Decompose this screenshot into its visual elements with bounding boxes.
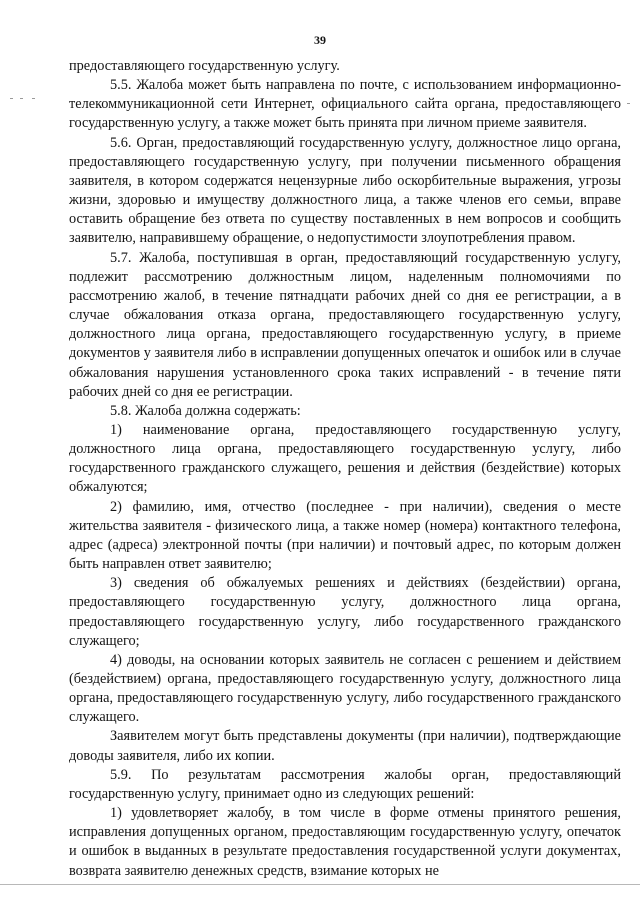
paragraph-5-8: 5.8. Жалоба должна содержать: — [110, 402, 301, 419]
paragraph-5-7: 5.7. Жалоба, поступившая в орган, предоставляющий государственную услугу, подлежит рассмотрению должностным лицом, наделенным полномочиями по рассмотрению жалоб, в течение пятнадцати рабочих дней со дня ее регистрации, а в случае обжалования отказа органа, предоставляющего государственную услугу, должностного лица органа, предоставляющего государственную услугу, в приеме документов у заявителя либо в исправлении допущенных опечаток и ошибок или в случае обжалования нарушения установленного срока таких исправлений - в течение пяти рабочих дней со дня ее регистрации. — [69, 249, 621, 400]
paragraph-supporting-documents: Заявителем могут быть представлены документы (при наличии), подтверждающие доводы заявителя, либо их копии. — [69, 728, 621, 764]
page-number: 39 — [314, 33, 326, 47]
paragraph-continuation: предоставляющего государственную услугу. — [69, 58, 340, 74]
list-item-5-8-2: 2) фамилию, имя, отчество (последнее - при наличии), сведения о месте жительства заявителя - физического лица, а также номер (номера) контактного телефона, адрес (адреса) электронной почты (при наличии) и почтовый адрес, по которым должен быть направлен ответ заявителю; — [69, 498, 621, 573]
list-item-5-8-3: 3) сведения об обжалуемых решениях и действиях (бездействии) органа, предоставляющего государственную услугу, должностного лица органа, предоставляющего государственную услугу, либо государственного гражданского служащего; — [69, 575, 621, 649]
scan-speck — [627, 103, 630, 104]
list-item-5-8-4: 4) доводы, на основании которых заявитель не согласен с решением и действием (бездействием) органа, предоставляющего государственную услугу, должностного лица органа, предоставляющего государственную услугу, либо государственного гражданского служащего. — [69, 651, 621, 726]
paragraph-5-9: 5.9. По результатам рассмотрения жалобы орган, предоставляющий государственную услугу, принимает одно из следующих решений: — [69, 766, 621, 802]
document-body — [69, 57, 621, 881]
scan-speck — [20, 98, 23, 99]
scan-bottom-edge — [0, 884, 640, 885]
scan-speck — [32, 98, 35, 99]
paragraph-5-5: 5.5. Жалоба может быть направлена по почте, с использованием информационно-телекоммуникационной сети Интернет, официального сайта органа, предоставляющего государственную услугу, а также может быть принята при личном приеме заявителя. — [69, 77, 621, 132]
list-item-5-9-1: 1) удовлетворяет жалобу, в том числе в форме отмены принятого решения, исправления допущенных органом, предоставляющим государственную услугу, опечаток и ошибок в выданных в результате предоставления государственной услуги документах, возврата заявителю денежных средств, взимание которых не — [69, 805, 621, 879]
paragraph-5-6: 5.6. Орган, предоставляющий государственную услугу, должностное лицо органа, предоставляющего государственную услугу, при получении письменного обращения заявителя, в котором содержатся нецензурные либо оскорбительные выражения, угрозы жизни, здоровью и имуществу должностного лица, а также членов его семьи, вправе оставить обращение без ответа по существу поставленных в нем вопросов и сообщить заявителю, направившему обращение, о недопустимости злоупотребления правом. — [69, 134, 621, 247]
list-item-5-8-1: 1) наименование органа, предоставляющего государственную услугу, должностного лица органа, предоставляющего государственную услугу, либо государственного гражданского служащего, решения и действия (бездействие) которых обжалуются; — [69, 421, 621, 496]
scan-speck — [10, 98, 13, 99]
